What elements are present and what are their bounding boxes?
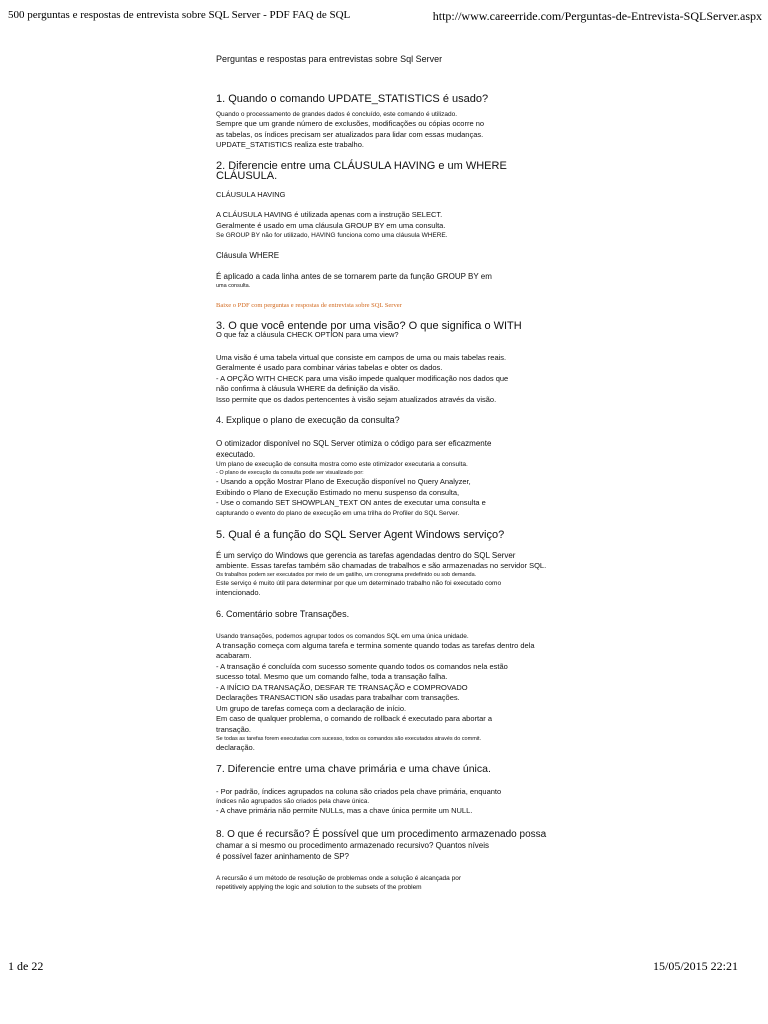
question-8-title-line: é possível fazer aninhamento de SP? [216, 851, 349, 861]
page-title: Perguntas e respostas para entrevistas sobre Sql Server [216, 54, 443, 64]
q2-line: É aplicado a cada linha antes de se tornarem parte da função GROUP BY em [216, 272, 492, 281]
page-header-title: 500 perguntas e respostas de entrevista sobre SQL Server - PDF FAQ de SQL [8, 9, 351, 21]
q1-line: as tabelas, os índices precisam ser atualizados para lidar com essas mudanças. [216, 129, 484, 139]
q4-line: - Use o comando SET SHOWPLAN_TEXT ON antes de executar uma consulta e [216, 498, 486, 507]
q2-line: A CLÁUSULA HAVING é utilizada apenas com a instrução SELECT. [216, 210, 443, 219]
q6-line: acabaram. [216, 651, 252, 660]
q6-line: transação. [216, 724, 252, 734]
q5-line: Este serviço é muito útil para determinar por que um determinado trabalho não foi executado como [216, 580, 502, 587]
q4-line: capturando o evento do plano de execução em uma trilha do Profiler do SQL Server. [216, 509, 460, 517]
q4-line: Um plano de execução de consulta mostra como este otimizador executaria a consulta. [216, 461, 468, 468]
q8-line: A recursão é um método de resolução de problemas onde a solução é alcançada por [216, 874, 461, 882]
q5-line: É um serviço do Windows que gerencia as tarefas agendadas dentro do SQL Server [216, 550, 516, 560]
q3-line: não confirma à cláusula WHERE da definição da visão. [216, 384, 400, 393]
q8-line: repetitively applying the logic and solution to the subsets of the problem [216, 883, 422, 891]
question-3-title: 3. O que você entende por uma visão? O que significa o WITH [216, 320, 522, 332]
q6-line: - A transação é concluída com sucesso somente quando todos os comandos nela estão [216, 661, 508, 671]
download-pdf-link[interactable]: Baixe o PDF com perguntas e respostas de entrevista sobre SQL Server [216, 302, 402, 309]
q7-line: índices não agrupados são criados pela chave única. [216, 798, 370, 805]
q4-line: executado. [216, 450, 256, 459]
q1-line: Quando o processamento de grandes dados é concluído, este comando é utilizado. [216, 111, 458, 118]
q2-heading-where: Cláusula WHERE [216, 251, 280, 260]
page-number: 1 de 22 [8, 959, 44, 973]
question-2-title: 2. Diferencie entre uma CLÁUSULA HAVING e um WHERE CLÁUSULA. [216, 159, 507, 182]
q7-line: - A chave primária não permite NULLs, mas a chave única permite um NULL. [216, 806, 473, 815]
q1-line: Sempre que um grande número de exclusões, modificações ou cópias ocorre no [216, 119, 485, 128]
question-5-title: 5. Qual é a função do SQL Server Agent Windows serviço? [216, 528, 505, 541]
q4-line: Exibindo o Plano de Execução Estimado no menu suspenso da consulta, [216, 487, 460, 497]
q3-subtitle: O que faz a cláusula CHECK OPTION para uma view? [216, 330, 399, 339]
question-4-title: 4. Explique o plano de execução da consulta? [216, 415, 400, 425]
q6-line: A transação começa com alguma tarefa e termina somente quando todas as tarefas dentro dela [216, 640, 535, 650]
q3-line: Geralmente é usado para combinar várias tabelas e obter os dados. [216, 363, 443, 372]
q3-line: Isso permite que os dados pertencentes à visão sejam atualizados através da visão. [216, 394, 497, 404]
print-datetime: 15/05/2015 22:21 [652, 959, 738, 973]
q4-line: O otimizador disponível no SQL Server otimiza o código para ser eficazmente [216, 439, 492, 448]
q6-line: Um grupo de tarefas começa com a declaração de início. [216, 703, 407, 713]
q3-line: Uma visão é uma tabela virtual que consiste em campos de uma ou mais tabelas reais. [216, 352, 507, 362]
q7-line: - Por padrão, índices agrupados na coluna são criados pela chave primária, enquanto [216, 786, 502, 796]
question-8-title-line: 8. O que é recursão? É possível que um procedimento armazenado possa [216, 828, 547, 840]
q2-heading-having: CLÁUSULA HAVING [216, 189, 286, 199]
page-header-url: http://www.careerride.com/Perguntas-de-Entrevista-SQLServer.aspx [432, 9, 762, 23]
q6-line: declaração. [216, 743, 255, 752]
q5-line: ambiente. Essas tarefas também são chamadas de trabalhos e são armazenadas no servidor SQL. [216, 560, 547, 570]
q5-line: Os trabalhos podem ser executados por meio de um gatilho, um cronograma predefinido ou sob demanda. [216, 572, 477, 578]
question-7-title: 7. Diferencie entre uma chave primária e uma chave única. [216, 762, 491, 775]
question-8-title-line: chamar a si mesmo ou procedimento armazenado recursivo? Quantos níveis [216, 840, 490, 850]
document-body [216, 54, 611, 974]
q6-line: sucesso total. Mesmo que um comando falhe, toda a transação falha. [216, 672, 448, 681]
q6-line: Em caso de qualquer problema, o comando de rollback é executado para abortar a [216, 714, 493, 723]
question-1-title: 1. Quando o comando UPDATE_STATISTICS é usado? [216, 93, 489, 105]
q4-line: - Usando a opção Mostrar Plano de Execução disponível no Query Analyzer, [216, 477, 471, 486]
q6-line: Se todas as tarefas forem executadas com sucesso, todos os comandos são executados através do commit. [216, 736, 482, 742]
q5-line: intencionado. [216, 588, 261, 597]
q4-line: - O plano de execução da consulta pode ser visualizado por: [216, 470, 364, 476]
q6-line: Usando transações, podemos agrupar todos os comandos SQL em uma única unidade. [216, 632, 469, 640]
q2-line: Geralmente é usado em uma cláusula GROUP BY em uma consulta. [216, 220, 446, 230]
q1-line: UPDATE_STATISTICS realiza este trabalho. [216, 140, 364, 149]
q3-line: - A OPÇÃO WITH CHECK para uma visão impede qualquer modificação nos dados que [216, 373, 509, 383]
q2-line: Se GROUP BY não for utilizado, HAVING funciona como uma cláusula WHERE. [216, 232, 448, 239]
q6-line: Declarações TRANSACTION são usadas para trabalhar com transações. [216, 693, 460, 702]
question-6-title: 6. Comentário sobre Transações. [216, 608, 350, 619]
q6-line: - A INÍCIO DA TRANSAÇÃO, DESFAR TE TRANSAÇÃO e COMPROVADO [216, 682, 468, 692]
q2-line: uma consulta. [216, 283, 251, 289]
